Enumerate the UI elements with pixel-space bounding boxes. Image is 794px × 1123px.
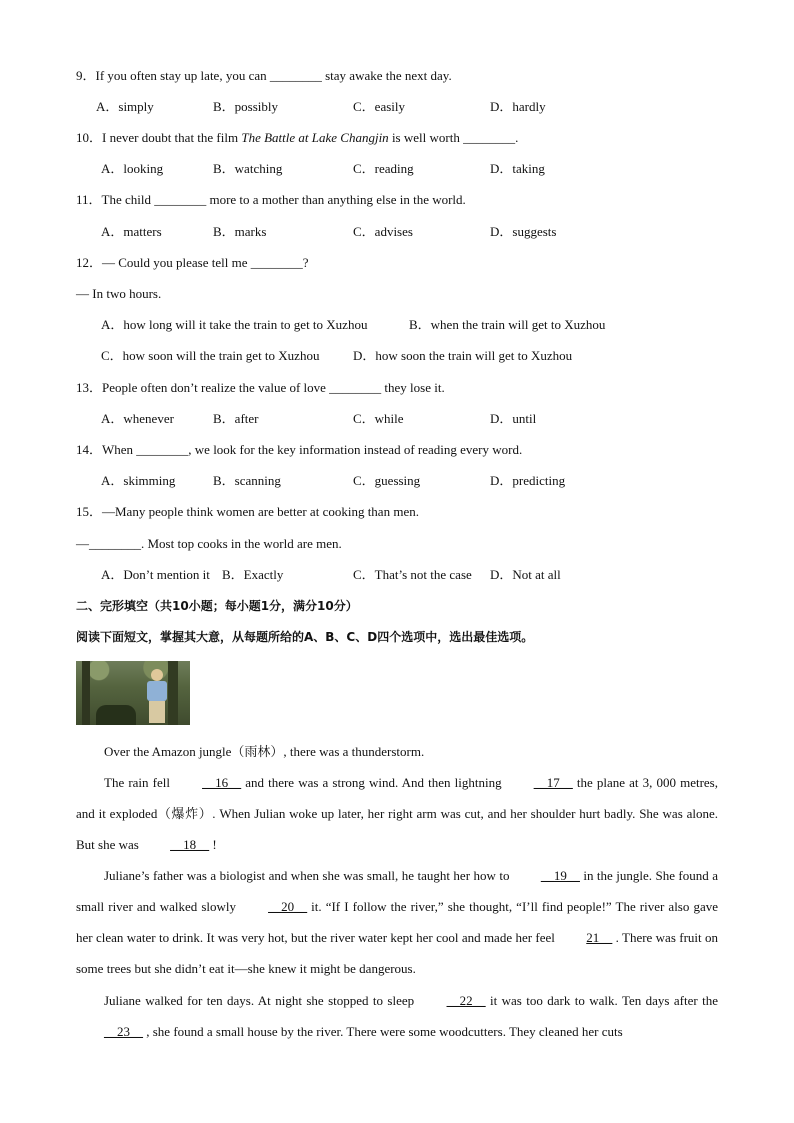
- q12-option-a[interactable]: A．how long will it take the train to get to Xuzhou: [101, 317, 368, 332]
- p3-text-b: in the jungle. She found a small river and walked slowly: [76, 868, 718, 914]
- question-12-stem: 12．— Could you please tell me ________?: [76, 255, 309, 270]
- q9-option-d[interactable]: D．hardly: [490, 99, 546, 114]
- blank-16[interactable]: __16__: [202, 775, 242, 790]
- q10-option-d[interactable]: D．taking: [490, 161, 545, 176]
- question-10-stem: [76, 130, 518, 146]
- jungle-photo: [76, 661, 190, 725]
- p3-text-a: Juliane’s father was a biologist and when she was small, he taught her how to: [104, 868, 513, 883]
- q14-option-d[interactable]: D．predicting: [490, 473, 566, 488]
- q11-option-b[interactable]: B．marks: [213, 224, 267, 239]
- q15-option-c[interactable]: C．That’s not the case: [353, 567, 472, 582]
- q10-option-b[interactable]: B．watching: [213, 161, 283, 176]
- q9-option-b[interactable]: B．possibly: [213, 99, 279, 114]
- p2-text-b: and there was a strong wind. And then lightning: [241, 775, 506, 790]
- q12-option-c[interactable]: C．how soon will the train get to Xuzhou: [101, 348, 320, 363]
- q14-option-b[interactable]: B．scanning: [213, 473, 281, 488]
- passage-paragraph-2: [76, 767, 718, 860]
- q13-option-a[interactable]: A．whenever: [101, 411, 174, 426]
- blank-20[interactable]: __20__: [268, 899, 308, 914]
- blank-17[interactable]: __17__: [533, 775, 573, 790]
- q15-option-b[interactable]: B．Exactly: [222, 567, 284, 582]
- q15-option-d[interactable]: D．Not at all: [490, 567, 561, 582]
- q13-option-c[interactable]: C．while: [353, 411, 404, 426]
- question-9-stem: 9．If you often stay up late, you can ________ stay awake the next day.: [76, 68, 452, 83]
- blank-21[interactable]: 21__: [586, 930, 613, 945]
- q10-option-c[interactable]: C．reading: [353, 161, 414, 176]
- q10-stem-start: 10．I never doubt that the film: [76, 130, 242, 145]
- q9-option-a[interactable]: A．simply: [96, 99, 154, 114]
- question-15-reply: —________. Most top cooks in the world are men.: [76, 536, 342, 551]
- q9-option-c[interactable]: C．easily: [353, 99, 405, 114]
- blank-22[interactable]: __22__: [446, 993, 486, 1008]
- question-14-stem: 14．When ________, we look for the key information instead of reading every word.: [76, 442, 523, 457]
- q10-option-a[interactable]: A．looking: [101, 161, 164, 176]
- q11-option-d[interactable]: D．suggests: [490, 224, 557, 239]
- section-2-heading: 二、完形填空（共10小题；每小题1分，满分10分）: [76, 599, 358, 613]
- blank-19[interactable]: __19__: [540, 868, 580, 883]
- p2-text-a: The rain fell: [104, 775, 175, 790]
- q13-option-b[interactable]: B．after: [213, 411, 259, 426]
- question-13-stem: 13．People often don’t realize the value of love ________ they lose it.: [76, 380, 445, 395]
- q11-option-c[interactable]: C．advises: [353, 224, 413, 239]
- blank-23[interactable]: __23__: [104, 1024, 143, 1039]
- q10-stem-end: is well worth ________.: [388, 130, 519, 145]
- q12-option-b[interactable]: B．when the train will get to Xuzhou: [409, 317, 606, 332]
- p4-text-c: , she found a small house by the river. There were some woodcutters. They cleaned her cuts: [143, 1024, 623, 1039]
- q12-option-d[interactable]: D．how soon the train will get to Xuzhou: [353, 348, 573, 363]
- blank-18[interactable]: __18__: [170, 837, 210, 852]
- section-2-instruction: 阅读下面短文，掌握其大意，从每题所给的A、B、C、D四个选项中，选出最佳选项。: [76, 630, 534, 644]
- p4-text-a: Juliane walked for ten days. At night she stopped to sleep: [104, 993, 419, 1008]
- q10-film-title: The Battle at Lake Changjin: [241, 130, 389, 145]
- question-15-stem: 15．—Many people think women are better at cooking than men.: [76, 504, 419, 519]
- p3-text-d: . There was fruit on some trees but she didn’t eat it—she knew it might be dangerous.: [76, 930, 718, 976]
- q13-option-d[interactable]: D．until: [490, 411, 537, 426]
- question-11-stem: 11．The child ________ more to a mother than anything else in the world.: [76, 192, 466, 207]
- q14-option-a[interactable]: A．skimming: [101, 473, 176, 488]
- p4-text-b: it was too dark to walk. Ten days after the: [485, 993, 718, 1008]
- q14-option-c[interactable]: C．guessing: [353, 473, 421, 488]
- passage-paragraph-1: Over the Amazon jungle（雨林）, there was a thunderstorm.: [104, 744, 425, 759]
- passage-paragraph-4: [76, 985, 718, 1047]
- passage-paragraph-3: [76, 860, 718, 984]
- q11-option-a[interactable]: A．matters: [101, 224, 162, 239]
- question-12-reply: — In two hours.: [76, 286, 162, 301]
- q15-option-a[interactable]: A．Don’t mention it: [101, 567, 210, 582]
- p2-text-c: the plane at 3, 000 metres, and it exploded（爆炸）. When Julian woke up later, her right arm was cut, and her shoulder hurt badly. She was alone. But she was: [76, 775, 718, 852]
- p3-text-c: it. “If I follow the river,” she thought, “I’ll find people!” The river also gave her clean water to drink. It was very hot, but the river water kept her cool and made her feel: [76, 899, 718, 945]
- p2-text-d: !: [209, 837, 217, 852]
